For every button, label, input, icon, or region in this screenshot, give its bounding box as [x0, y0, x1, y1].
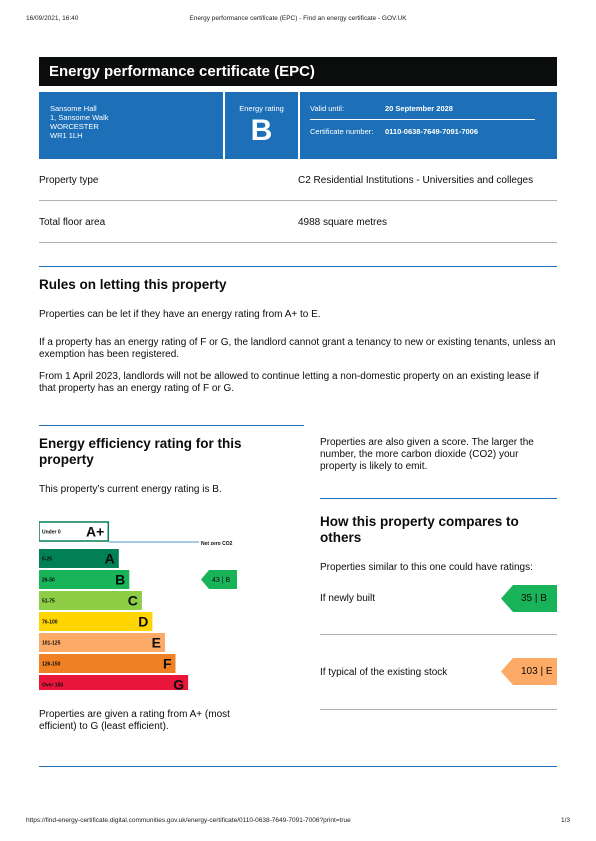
rating-band-range: 126-150: [42, 661, 61, 668]
letting-rule-paragraph: From 1 April 2023, landlords will not be allowed to continue letting a non-domestic property on an existing lease if that property has an energy rating of F or G.: [39, 371, 539, 394]
address-line: Sansome Hall: [50, 104, 97, 113]
print-url: https://find-energy-certificate.digital.communities.gov.uk/energy-certificate/0110-0638-7649-7091-7006?print=true: [26, 817, 351, 824]
rating-band-range: 51-75: [42, 598, 55, 605]
newly-built-value: 35 | B: [521, 593, 547, 604]
letting-rules-heading: Rules on letting this property: [39, 277, 227, 292]
rating-band-letter: F: [162, 655, 172, 672]
certificate-number-label: Certificate number:: [310, 127, 374, 136]
net-zero-label: Net zero CO2: [201, 541, 233, 547]
property-address: [50, 104, 109, 140]
print-datetime: 16/09/2021, 16:40: [26, 15, 79, 22]
rating-band-letter: A+: [86, 523, 105, 540]
letting-rules-section: [39, 266, 557, 395]
current-score-label: 43 | B: [212, 577, 231, 584]
rating-band-range: 76-100: [42, 619, 58, 626]
valid-until-label: Valid until:: [310, 104, 345, 113]
rating-band-letter: A: [104, 550, 115, 567]
valid-until-value: 20 September 2028: [385, 104, 453, 113]
certificate-summary: [39, 92, 557, 159]
rating-band-range: 26-50: [42, 577, 55, 584]
existing-stock-label: If typical of the existing stock: [320, 667, 448, 678]
newly-built-label: If newly built: [320, 593, 376, 604]
property-type-label: Property type: [39, 175, 99, 186]
compare-heading: How this property compares to others: [320, 514, 519, 545]
address-line: WORCESTER: [50, 122, 99, 131]
section-divider: [39, 425, 304, 426]
row-divider: [320, 634, 557, 635]
energy-rating-label: Energy rating: [239, 104, 284, 113]
rating-band-range: Under 0: [42, 529, 61, 536]
rating-band-letter: G: [173, 676, 185, 690]
print-page-title: Energy performance certificate (EPC) - Find an energy certificate - GOV.UK: [189, 15, 407, 22]
floor-area-row: [39, 201, 557, 243]
letting-rule-paragraph: Properties can be let if they have an energy rating from A+ to E.: [39, 309, 321, 320]
floor-area-value: 4988 square metres: [298, 217, 387, 228]
current-score-marker: [201, 570, 237, 589]
rating-band-letter: B: [115, 571, 126, 588]
energy-rating-letter: B: [250, 114, 273, 147]
rating-band-range: 101-125: [42, 640, 61, 647]
divider: [310, 119, 535, 120]
existing-stock-rating: [501, 658, 557, 685]
rating-band-range: 0-25: [42, 556, 53, 563]
address-line: WR1 1LH: [50, 131, 83, 140]
floor-area-label: Total floor area: [39, 217, 106, 228]
rating-scale-footnote: Properties are given a rating from A+ (most efficient) to G (least efficient).: [39, 709, 230, 732]
row-divider: [320, 709, 557, 710]
property-type-row: [39, 159, 557, 201]
rating-band-letter: C: [127, 592, 138, 609]
rating-band-letter: D: [138, 613, 149, 630]
energy-rating-chart: [39, 520, 249, 690]
letting-rule-paragraph: If a property has an energy rating of F or G, the landlord cannot grant a tenancy to new or existing tenants, unless an exemption has been registered.: [39, 337, 556, 360]
section-divider: [39, 766, 557, 767]
existing-stock-value: 103 | E: [521, 666, 553, 677]
newly-built-rating: [501, 585, 557, 612]
rating-bands: [39, 522, 188, 690]
address-line: 1, Sansome Walk: [50, 113, 109, 122]
current-rating-text: This property’s current energy rating is B.: [39, 484, 222, 495]
compare-intro: Properties similar to this one could have ratings:: [320, 562, 533, 573]
print-footer: [26, 817, 570, 827]
score-explanation: Properties are also given a score. The larger the number, the more carbon dioxide (CO2) your property is likely to emit.: [320, 437, 534, 472]
print-header: [26, 15, 570, 25]
certificate-number-value: 0110-0638-7649-7091-7006: [385, 127, 478, 136]
rating-band-letter: E: [151, 634, 161, 651]
epc-title: Energy performance certificate (EPC): [39, 57, 557, 86]
property-type-value: C2 Residential Institutions - Universities and colleges: [298, 175, 534, 186]
print-page-number: 1/3: [560, 817, 570, 824]
divider: [298, 92, 300, 159]
section-divider: [320, 498, 557, 499]
rating-band-range: Over 150: [42, 682, 64, 689]
efficiency-heading: Energy efficiency rating for this property: [39, 436, 242, 467]
